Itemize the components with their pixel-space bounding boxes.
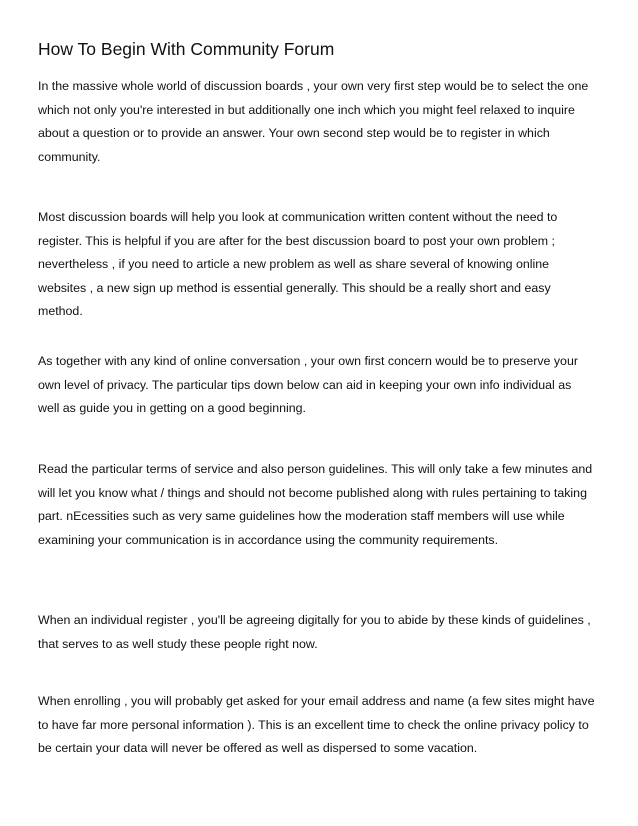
paragraph-line: As together with any kind of online conversation , your own first concern would be to preserve your (38, 354, 578, 368)
paragraph-line: community. (38, 149, 101, 164)
paragraph-line: about a question or to provide an answer. Your own second step would be to register in which (38, 126, 550, 141)
paragraph-line: that serves to as well study these people right now. (38, 636, 318, 651)
paragraph-line: which not only you're interested in but additionally one inch which you might feel relaxed to inquire (38, 102, 575, 117)
paragraph-line: part. nEcessities such as very same guidelines how the moderation staff members will use while (38, 509, 565, 524)
paragraph-line: Read the particular terms of service and also person guidelines. This will only take a few minutes and (38, 462, 593, 476)
paragraph-line: to have far more personal information ). This is an excellent time to check the online privacy policy to (38, 717, 589, 732)
paragraph-line: well as guide you in getting on a good beginning. (38, 401, 306, 416)
paragraph-line: method. (38, 304, 83, 319)
paragraph-1 (38, 75, 604, 169)
paragraph-line: examining your communication is in accordance using the community requirements. (38, 532, 499, 547)
paragraph-line: register. This is helpful if you are after for the best discussion board to post your own problem ; (38, 233, 555, 248)
paragraph-4 (38, 458, 604, 552)
paragraph-line: websites , a new sign up method is essential generally. This should be a really short and easy (38, 280, 551, 295)
paragraph-line: When enrolling , you will probably get asked for your email address and name (a few sites might have (38, 694, 595, 708)
paragraph-line: Most discussion boards will help you look at communication written content without the need to (38, 210, 558, 224)
document-title: How To Begin With Community Forum (38, 39, 335, 59)
paragraph-line: In the massive whole world of discussion boards , your own very first step would be to select the one (38, 79, 589, 93)
paragraph-line: nevertheless , if you need to article a new problem as well as share several of knowing online (38, 257, 550, 272)
paragraph-line: When an individual register , you'll be agreeing digitally for you to abide by these kinds of guidelines , (38, 613, 591, 627)
paragraph-3 (38, 350, 604, 421)
paragraph-line: will let you know what / things and should not become published along with rules pertaining to taking (38, 485, 587, 500)
paragraph-6 (38, 690, 604, 761)
paragraph-line: own level of privacy. The particular tips down below can aid in keeping your own info individual as (38, 377, 572, 392)
paragraph-5 (38, 609, 604, 656)
paragraph-line: be certain your data will never be offered as well as dispersed to some vacation. (38, 741, 478, 756)
paragraph-2 (38, 206, 604, 324)
